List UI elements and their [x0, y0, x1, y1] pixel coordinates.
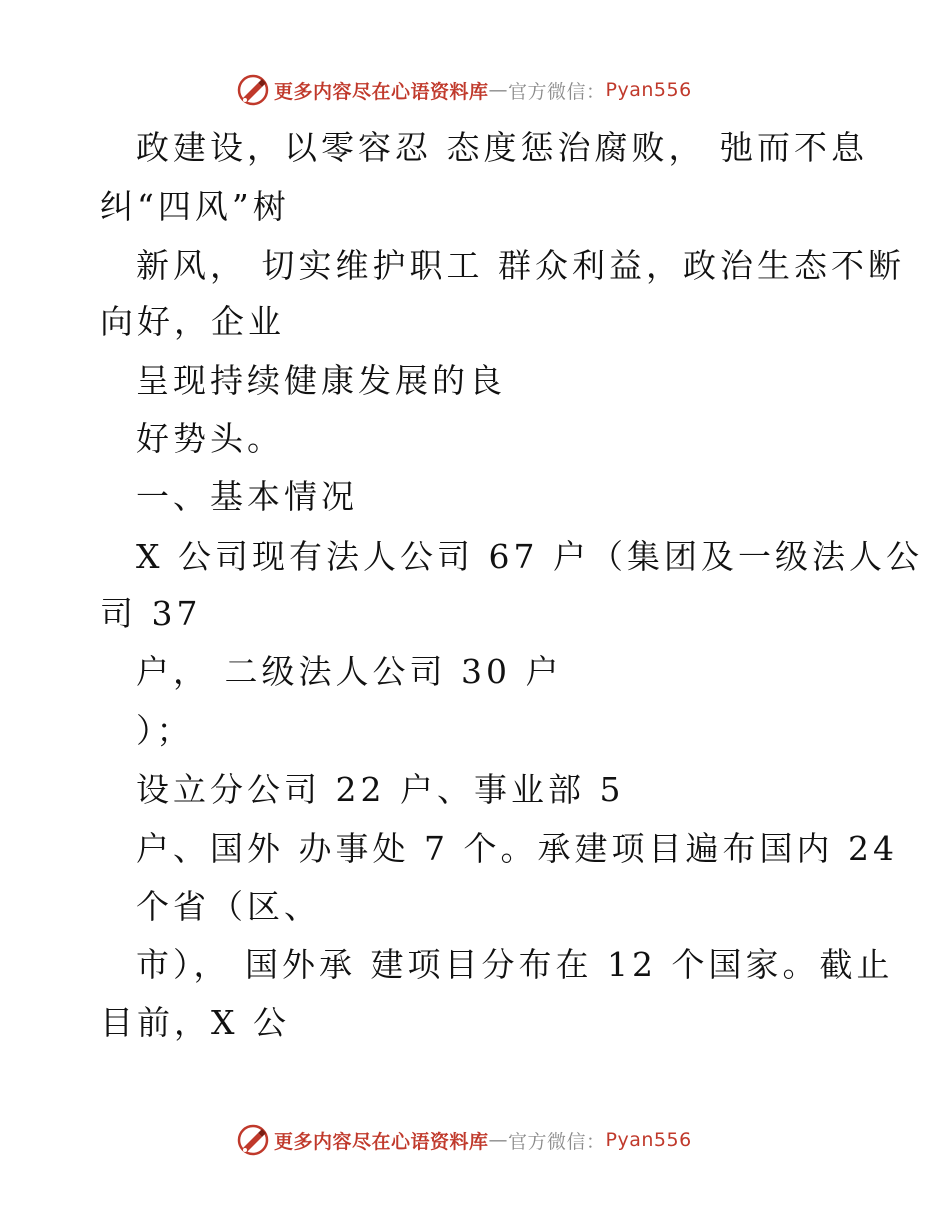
- pen-logo-icon: [236, 1123, 270, 1157]
- watermark-wechat-id: Pyan556: [605, 79, 692, 101]
- text-line: 个省（区、: [136, 887, 321, 926]
- text-line: 目前，X 公: [100, 1003, 290, 1042]
- text-line: 政建设，以零容忍 态度惩治腐败， 弛而不息: [136, 128, 868, 167]
- text-line: 市）， 国外承 建项目分布在 12 个国家。截止: [136, 945, 894, 984]
- footer-watermark: [236, 1123, 692, 1157]
- text-line: 户、国外 办事处 7 个。承建项目遍布国内 24: [136, 829, 898, 868]
- watermark-wechat-id: Pyan556: [605, 1129, 692, 1151]
- text-line: 呈现持续健康发展的良: [136, 361, 506, 400]
- text-line: 好势头。: [136, 419, 284, 458]
- text-line: 向好，企业: [100, 302, 285, 341]
- text-line: 设立分公司 22 户、事业部 5: [136, 770, 625, 809]
- watermark-brand: 更多内容尽在心语资料库: [274, 1130, 489, 1153]
- section-heading: 一、基本情况: [136, 477, 358, 516]
- text-line: 户， 二级法人公司 30 户: [136, 652, 563, 691]
- watermark-dash: —: [488, 1129, 509, 1151]
- text-line: ）；: [136, 711, 194, 750]
- text-line: 新风， 切实维护职工 群众利益，政治生态不断: [136, 246, 905, 285]
- text-line: X 公司现有法人公司 67 户（集团及一级法人公: [136, 537, 923, 576]
- watermark-dash: —: [488, 79, 509, 101]
- watermark-brand: 更多内容尽在心语资料库: [274, 80, 489, 103]
- watermark-wechat-label: 官方微信：: [508, 1130, 606, 1153]
- text-line: 纠“四风”树: [100, 187, 290, 226]
- text-line: 司 37: [100, 594, 202, 633]
- watermark-wechat-label: 官方微信：: [508, 80, 606, 103]
